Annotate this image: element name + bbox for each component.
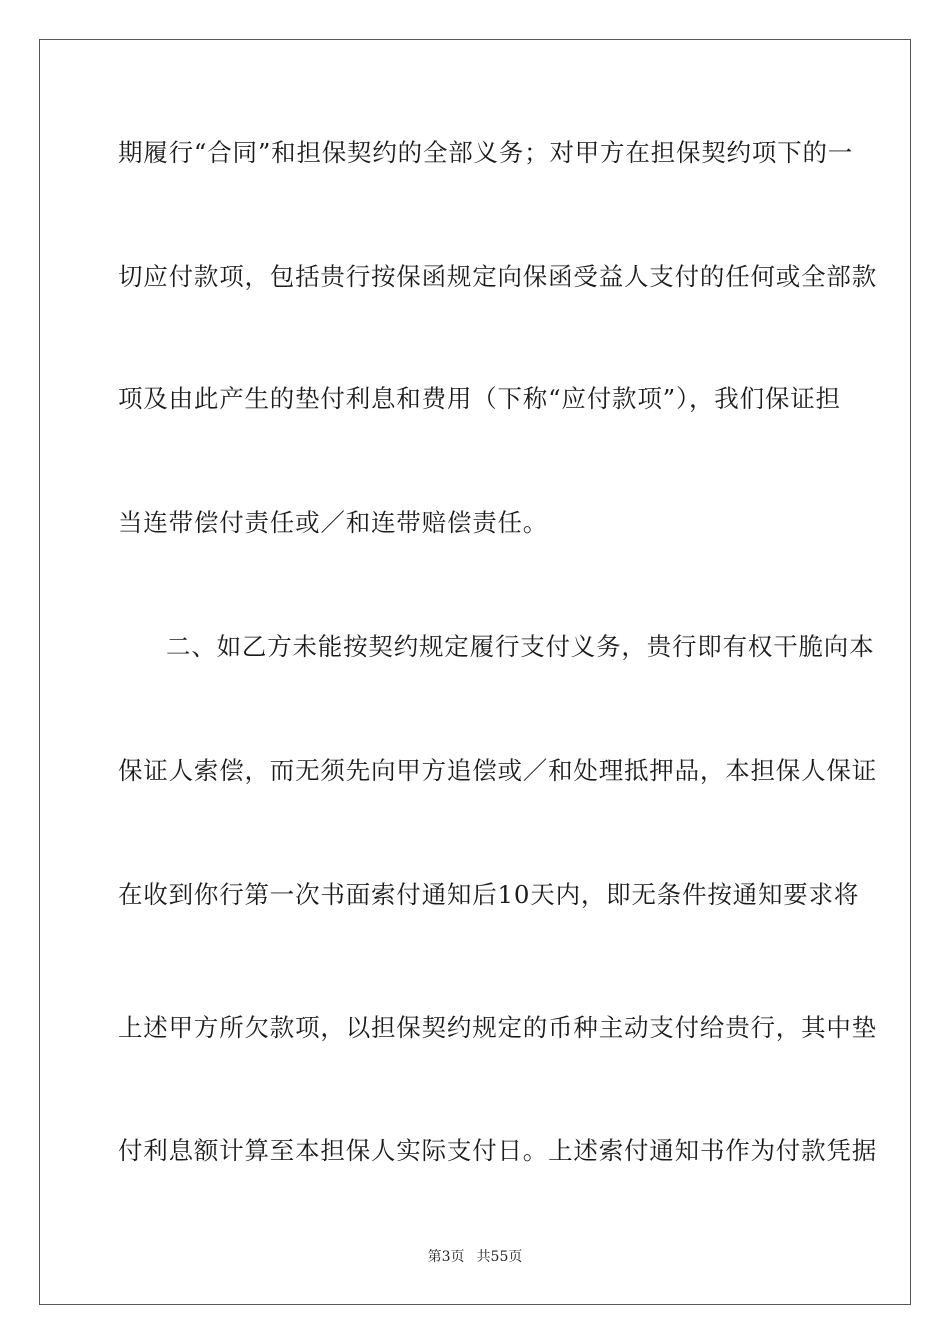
body-line-3: 项及由此产生的垫付利息和费用（下称“应付款项”），我们保证担 xyxy=(118,384,841,413)
body-line-7: 在收到你行第一次书面索付通知后10天内，即无条件按通知要求将 xyxy=(118,880,860,909)
body-line-4: 当连带偿付责任或／和连带赔偿责任。 xyxy=(118,508,549,537)
body-line-9: 付利息额计算至本担保人实际支付日。上述索付通知书作为付款凭据 xyxy=(118,1136,877,1165)
body-line-5: 二、如乙方未能按契约规定履行支付义务，贵行即有权干脆向本 xyxy=(166,632,875,661)
body-line-1: 期履行“合同”和担保契约的全部义务；对甲方在担保契约项下的一 xyxy=(118,138,854,167)
page-number: 第3页 xyxy=(427,1249,465,1265)
body-line-8: 上述甲方所欠款项，以担保契约规定的币种主动支付给贵行，其中垫 xyxy=(118,1013,877,1042)
body-line-6: 保证人索偿，而无须先向甲方追偿或／和处理抵押品，本担保人保证 xyxy=(118,756,877,785)
page-footer xyxy=(0,1248,950,1266)
body-line-2: 切应付款项，包括贵行按保函规定向保函受益人支付的任何或全部款 xyxy=(118,262,877,291)
page-total: 共55页 xyxy=(476,1249,523,1265)
page-border xyxy=(39,39,911,1305)
